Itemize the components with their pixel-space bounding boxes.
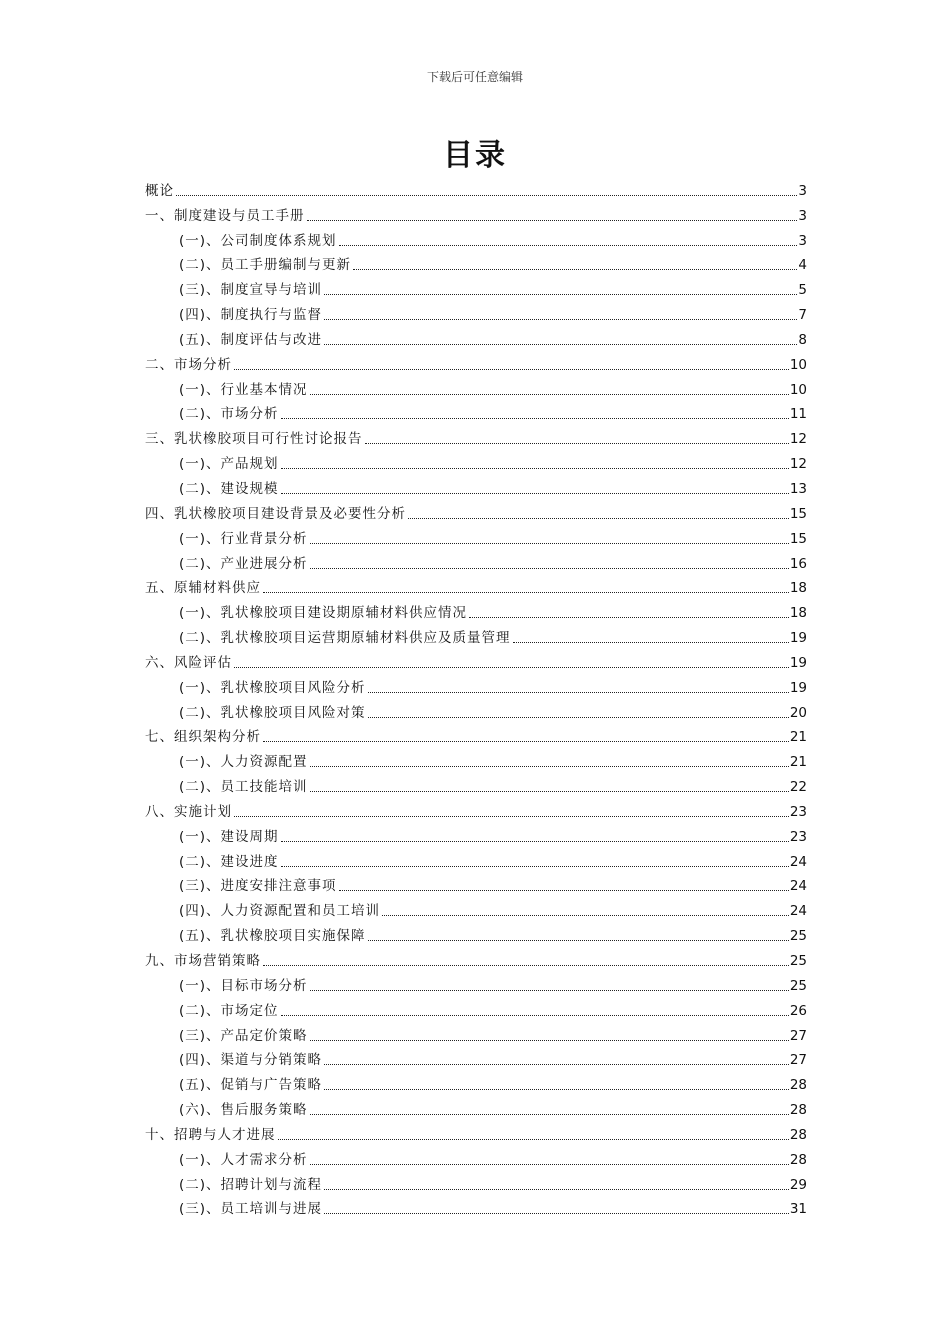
toc-page-number: 24 xyxy=(789,878,807,895)
toc-dot-leader xyxy=(324,1213,789,1214)
toc-entry-title: (二)、建设规模 xyxy=(179,480,279,497)
toc-page-number: 19 xyxy=(789,654,807,671)
toc-page-number: 31 xyxy=(789,1201,807,1218)
toc-entry[interactable] xyxy=(145,325,807,350)
toc-entry[interactable] xyxy=(145,797,807,822)
toc-page-number: 28 xyxy=(789,1102,807,1119)
toc-dot-leader xyxy=(513,642,789,643)
toc-entry-title: (六)、售后服务策略 xyxy=(179,1102,308,1119)
toc-page-number: 16 xyxy=(789,555,807,572)
toc-entry-title: (五)、促销与广告策略 xyxy=(179,1077,323,1094)
toc-page-number: 25 xyxy=(789,977,807,994)
toc-dot-leader xyxy=(281,866,789,867)
toc-entry-title: 六、风险评估 xyxy=(145,654,232,671)
toc-page-number: 18 xyxy=(789,605,807,622)
toc-page-number: 12 xyxy=(789,456,807,473)
toc-entry[interactable] xyxy=(145,598,807,623)
toc-dot-leader xyxy=(339,890,789,891)
toc-entry[interactable] xyxy=(145,449,807,474)
toc-entry[interactable] xyxy=(145,549,807,574)
toc-dot-leader xyxy=(408,518,789,519)
toc-entry[interactable] xyxy=(145,921,807,946)
toc-entry-title: 三、乳状橡胶项目可行性讨论报告 xyxy=(145,431,363,448)
toc-dot-leader xyxy=(324,294,797,295)
toc-entry-title: (一)、行业背景分析 xyxy=(179,530,308,547)
toc-entry[interactable] xyxy=(145,300,807,325)
toc-entry[interactable] xyxy=(145,474,807,499)
toc-entry[interactable] xyxy=(145,1046,807,1071)
toc-dot-leader xyxy=(281,1015,789,1016)
toc-dot-leader xyxy=(281,493,789,494)
toc-entry-title: (二)、员工手册编制与更新 xyxy=(179,257,352,274)
toc-page-number: 3 xyxy=(798,207,807,224)
toc-entry-title: 二、市场分析 xyxy=(145,356,232,373)
toc-dot-leader xyxy=(310,1114,789,1115)
toc-dot-leader xyxy=(368,692,789,693)
toc-entry-title: 十、招聘与人才进展 xyxy=(145,1126,276,1143)
toc-entry-title: (三)、员工培训与进展 xyxy=(179,1201,323,1218)
toc-page-number: 27 xyxy=(789,1027,807,1044)
toc-page-number: 28 xyxy=(789,1151,807,1168)
toc-dot-leader xyxy=(307,220,798,221)
toc-entry[interactable] xyxy=(145,176,807,201)
toc-dot-leader xyxy=(368,717,789,718)
toc-entry-title: (二)、招聘计划与流程 xyxy=(179,1176,323,1193)
toc-page-number: 12 xyxy=(789,431,807,448)
toc-dot-leader xyxy=(278,1139,789,1140)
toc-entry-title: (二)、乳状橡胶项目运营期原辅材料供应及质量管理 xyxy=(179,630,511,647)
toc-entry-title: (一)、行业基本情况 xyxy=(179,381,308,398)
toc-entry[interactable] xyxy=(145,1120,807,1145)
toc-dot-leader xyxy=(365,443,789,444)
toc-dot-leader xyxy=(368,940,789,941)
toc-entry[interactable] xyxy=(145,201,807,226)
toc-dot-leader xyxy=(234,369,789,370)
toc-entry[interactable] xyxy=(145,350,807,375)
toc-page-number: 21 xyxy=(789,754,807,771)
toc-page-number: 24 xyxy=(789,853,807,870)
toc-entry[interactable] xyxy=(145,673,807,698)
toc-page-number: 10 xyxy=(789,356,807,373)
toc-entry-title: (二)、市场分析 xyxy=(179,406,279,423)
toc-entry[interactable] xyxy=(145,847,807,872)
toc-page-number: 25 xyxy=(789,928,807,945)
toc-dot-leader xyxy=(263,965,789,966)
toc-dot-leader xyxy=(234,667,789,668)
toc-entry[interactable] xyxy=(145,1195,807,1220)
toc-entry-title: (二)、建设进度 xyxy=(179,853,279,870)
toc-entry-title: (四)、人力资源配置和员工培训 xyxy=(179,903,381,920)
toc-page-number: 13 xyxy=(789,480,807,497)
toc-page-number: 22 xyxy=(789,779,807,796)
toc-page-number: 19 xyxy=(789,630,807,647)
toc-entry-title: (二)、员工技能培训 xyxy=(179,779,308,796)
toc-entry[interactable] xyxy=(145,424,807,449)
toc-page-number: 10 xyxy=(789,381,807,398)
toc-entry-title: 四、乳状橡胶项目建设背景及必要性分析 xyxy=(145,505,406,522)
toc-entry-title: (三)、进度安排注意事项 xyxy=(179,878,337,895)
toc-page-number: 11 xyxy=(789,406,807,423)
toc-page-number: 24 xyxy=(789,903,807,920)
toc-dot-leader xyxy=(234,816,789,817)
toc-page-number: 5 xyxy=(798,282,807,299)
toc-entry[interactable] xyxy=(145,400,807,425)
table-of-contents xyxy=(145,176,807,1219)
toc-dot-leader xyxy=(324,344,797,345)
toc-dot-leader xyxy=(281,468,789,469)
toc-page-number: 23 xyxy=(789,803,807,820)
toc-dot-leader xyxy=(263,741,789,742)
page-title: 目录 xyxy=(443,138,507,173)
toc-dot-leader xyxy=(339,245,798,246)
toc-entry-title: (五)、乳状橡胶项目实施保障 xyxy=(179,928,366,945)
toc-entry[interactable] xyxy=(145,971,807,996)
toc-entry-title: 五、原辅材料供应 xyxy=(145,580,261,597)
toc-entry-title: 一、制度建设与员工手册 xyxy=(145,207,305,224)
toc-page-number: 4 xyxy=(798,257,807,274)
toc-entry-title: (四)、渠道与分销策略 xyxy=(179,1052,323,1069)
toc-entry[interactable] xyxy=(145,822,807,847)
toc-dot-leader xyxy=(324,319,797,320)
toc-dot-leader xyxy=(353,269,797,270)
toc-entry[interactable] xyxy=(145,996,807,1021)
toc-entry[interactable] xyxy=(145,698,807,723)
toc-page-number: 7 xyxy=(798,307,807,324)
toc-entry[interactable] xyxy=(145,1021,807,1046)
toc-dot-leader xyxy=(324,1064,789,1065)
toc-page-number: 3 xyxy=(798,182,807,199)
toc-entry-title: (一)、建设周期 xyxy=(179,828,279,845)
toc-dot-leader xyxy=(281,418,789,419)
toc-page-number: 29 xyxy=(789,1176,807,1193)
toc-entry-title: (一)、公司制度体系规划 xyxy=(179,232,337,249)
toc-page-number: 18 xyxy=(789,580,807,597)
toc-page-number: 21 xyxy=(789,729,807,746)
toc-dot-leader xyxy=(310,394,789,395)
toc-entry[interactable] xyxy=(145,723,807,748)
toc-entry[interactable] xyxy=(145,574,807,599)
toc-entry[interactable] xyxy=(145,226,807,251)
toc-entry[interactable] xyxy=(145,375,807,400)
toc-dot-leader xyxy=(310,1164,789,1165)
toc-entry-title: (三)、制度宣导与培训 xyxy=(179,282,323,299)
toc-dot-leader xyxy=(310,543,789,544)
toc-entry-title: 概论 xyxy=(145,182,174,199)
toc-page-number: 25 xyxy=(789,953,807,969)
toc-page-number: 19 xyxy=(789,679,807,696)
page-header: 下载后可任意编辑 xyxy=(426,70,523,84)
toc-entry[interactable] xyxy=(145,946,807,971)
toc-entry[interactable] xyxy=(145,1095,807,1120)
toc-entry[interactable] xyxy=(145,251,807,276)
toc-entry-title: (二)、乳状橡胶项目风险对策 xyxy=(179,704,366,721)
toc-page-number: 23 xyxy=(789,828,807,845)
toc-entry-title: 七、组织架构分析 xyxy=(145,729,261,746)
toc-page-number: 28 xyxy=(789,1126,807,1143)
toc-dot-leader xyxy=(310,791,789,792)
toc-dot-leader xyxy=(281,841,789,842)
toc-page-number: 26 xyxy=(789,1002,807,1019)
toc-entry-title: (三)、产品定价策略 xyxy=(179,1027,308,1044)
toc-dot-leader xyxy=(176,195,797,196)
toc-entry-title: (一)、人力资源配置 xyxy=(179,754,308,771)
toc-entry-title: (二)、产业进展分析 xyxy=(179,555,308,572)
toc-page-number: 15 xyxy=(789,505,807,522)
toc-dot-leader xyxy=(469,617,789,618)
toc-dot-leader xyxy=(382,915,789,916)
toc-entry[interactable] xyxy=(145,1070,807,1095)
toc-entry-title: (一)、人才需求分析 xyxy=(179,1151,308,1168)
toc-entry[interactable] xyxy=(145,896,807,921)
toc-page-number: 3 xyxy=(798,232,807,249)
toc-dot-leader xyxy=(310,568,789,569)
toc-entry-title: (一)、目标市场分析 xyxy=(179,977,308,994)
toc-dot-leader xyxy=(324,1089,789,1090)
toc-entry-title: (一)、乳状橡胶项目风险分析 xyxy=(179,679,366,696)
toc-page-number: 8 xyxy=(798,331,807,348)
toc-entry-title: (五)、制度评估与改进 xyxy=(179,331,323,348)
toc-entry-title: (二)、市场定位 xyxy=(179,1002,279,1019)
toc-dot-leader xyxy=(310,990,789,991)
toc-entry[interactable] xyxy=(145,1170,807,1195)
toc-page-number: 20 xyxy=(789,704,807,721)
toc-entry[interactable] xyxy=(145,872,807,897)
toc-entry[interactable] xyxy=(145,524,807,549)
toc-entry-title: (四)、制度执行与监督 xyxy=(179,307,323,324)
toc-dot-leader xyxy=(324,1189,789,1190)
toc-entry-title: (一)、产品规划 xyxy=(179,456,279,473)
toc-entry[interactable] xyxy=(145,499,807,524)
toc-entry[interactable] xyxy=(145,275,807,300)
toc-entry[interactable] xyxy=(145,747,807,772)
toc-entry-title: (一)、乳状橡胶项目建设期原辅材料供应情况 xyxy=(179,605,468,622)
toc-page-number: 28 xyxy=(789,1077,807,1094)
toc-entry[interactable] xyxy=(145,648,807,673)
toc-entry[interactable] xyxy=(145,1145,807,1170)
toc-dot-leader xyxy=(310,766,789,767)
toc-dot-leader xyxy=(263,592,789,593)
toc-entry[interactable] xyxy=(145,623,807,648)
toc-page-number: 27 xyxy=(789,1052,807,1069)
toc-entry-title: 八、实施计划 xyxy=(145,803,232,820)
toc-entry-title: 九、市场营销策略 xyxy=(145,953,261,969)
toc-dot-leader xyxy=(310,1040,789,1041)
toc-entry[interactable] xyxy=(145,772,807,797)
toc-page-number: 15 xyxy=(789,530,807,547)
